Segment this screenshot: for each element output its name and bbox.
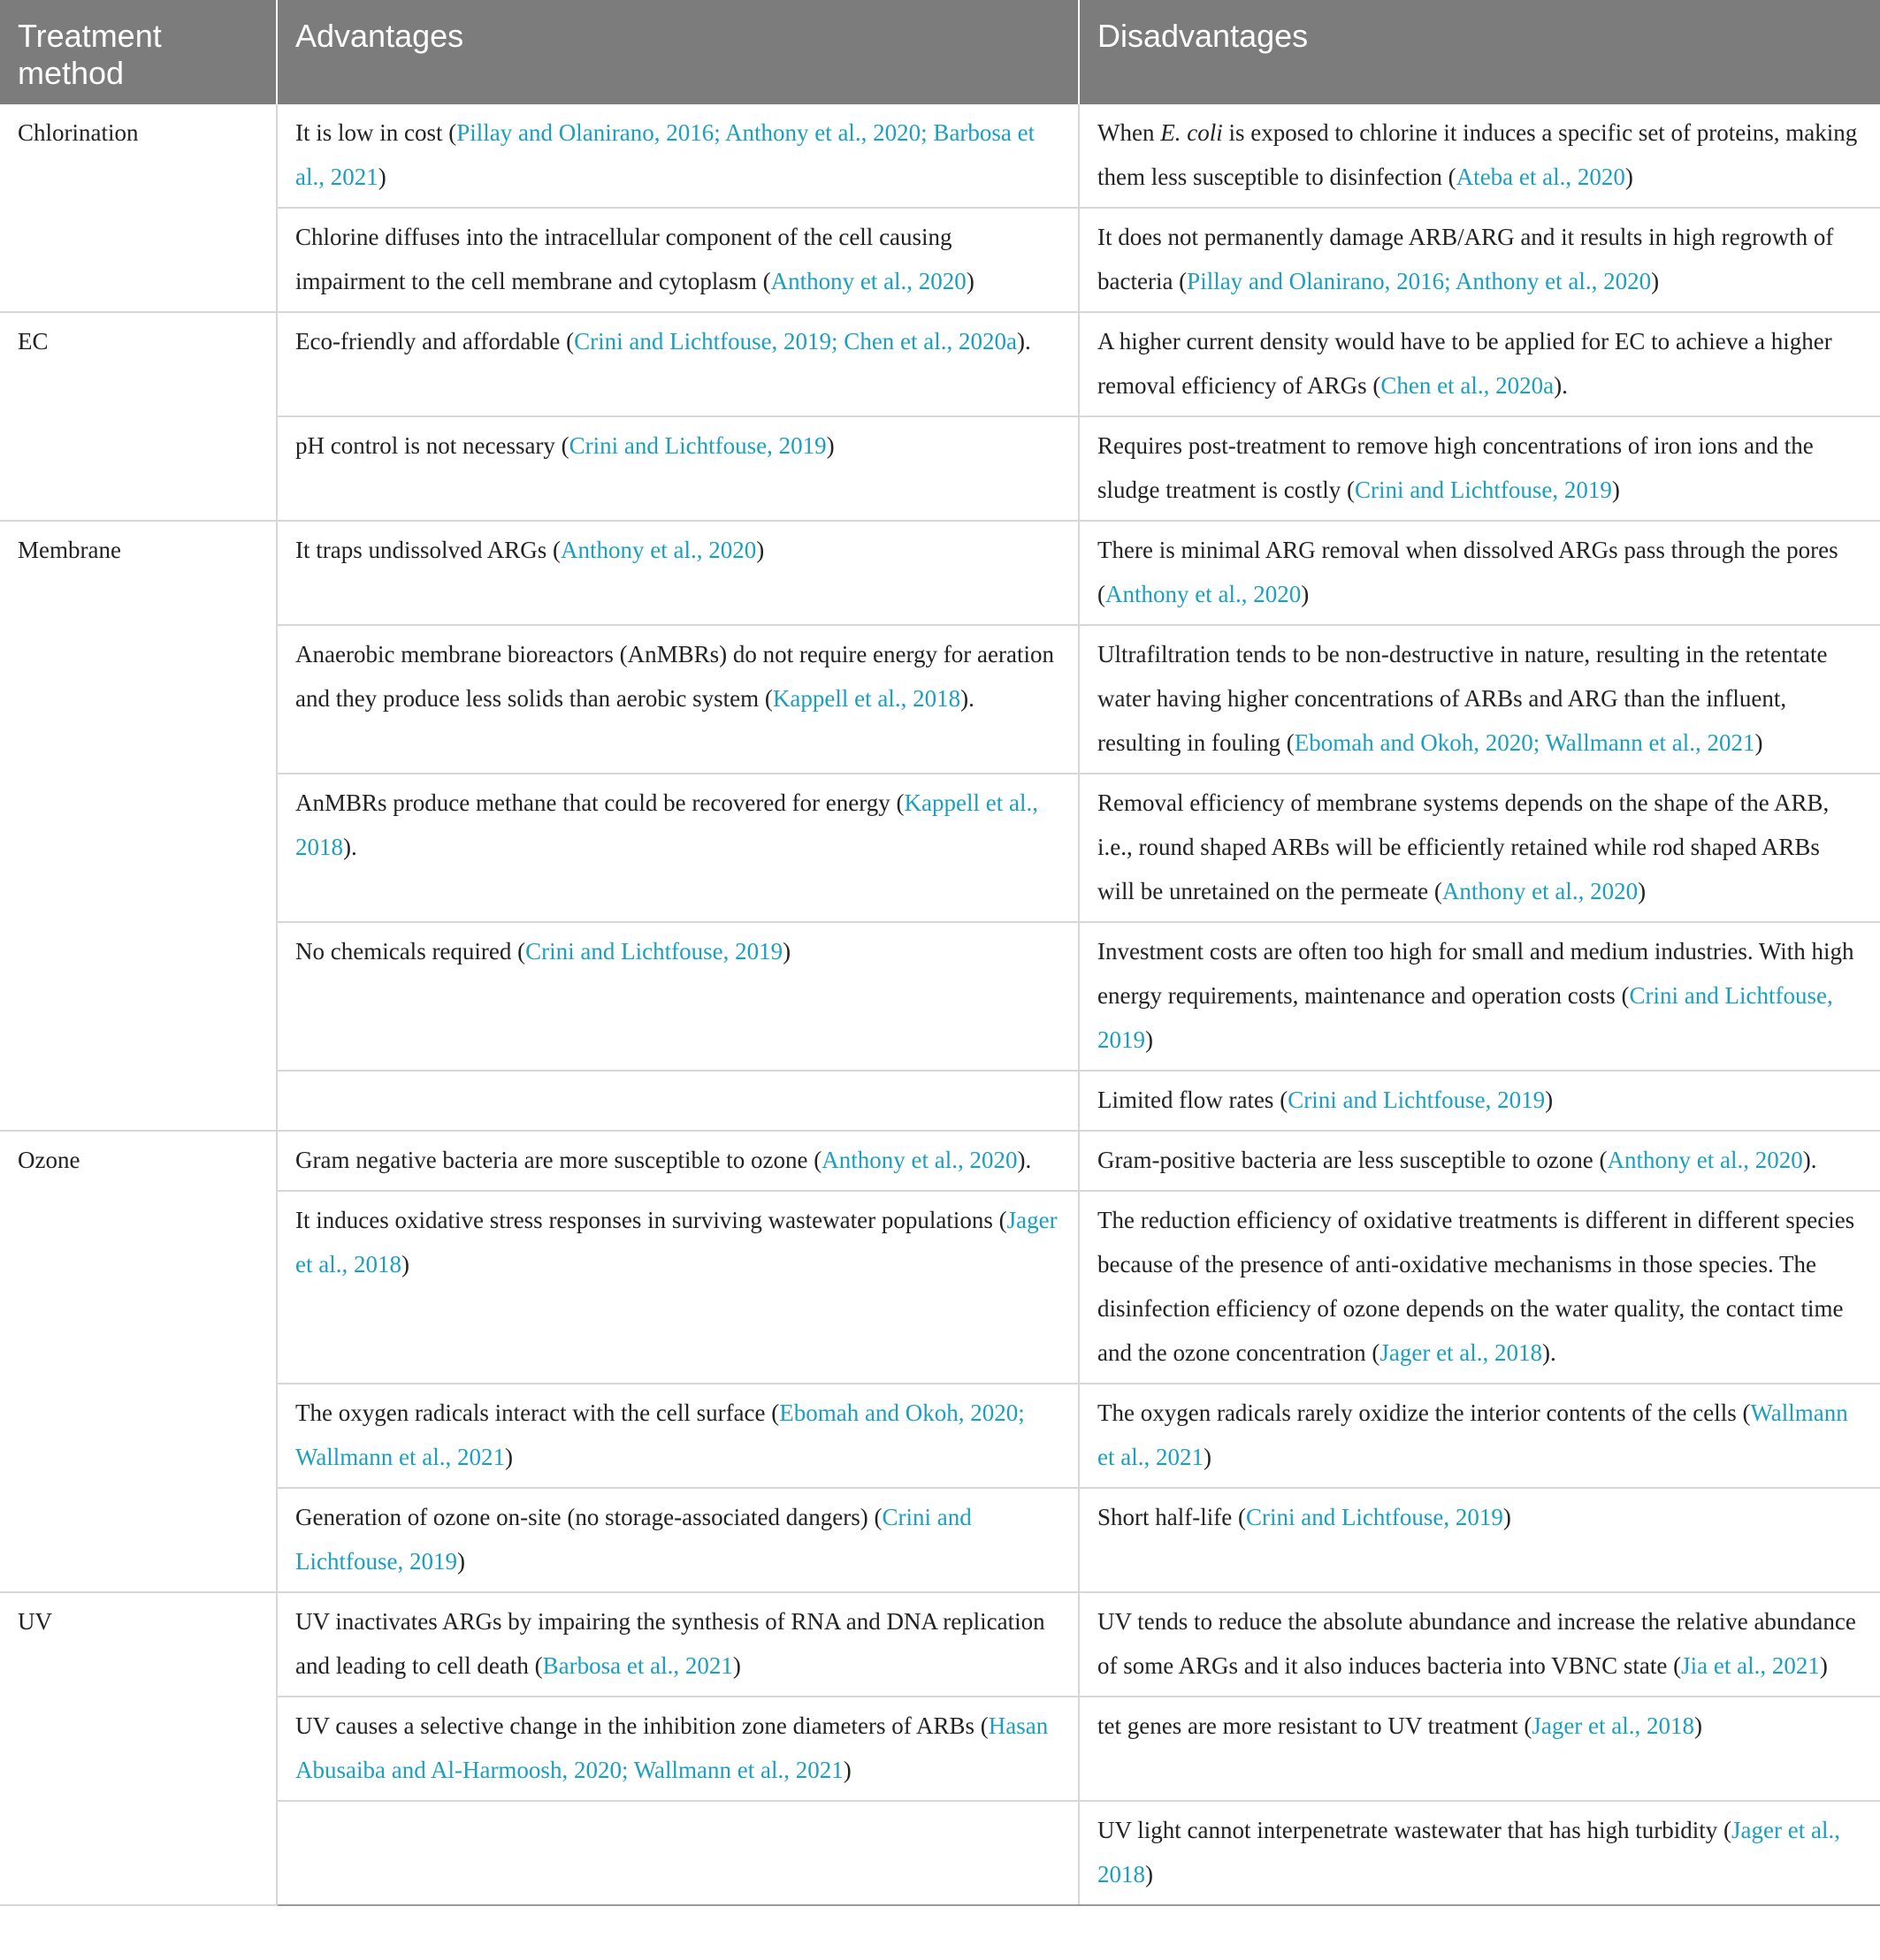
citation-link[interactable]: Crini and Lichtfouse, 2019 (1097, 982, 1833, 1053)
disadvantage-cell (1079, 1131, 1880, 1191)
cell-text: Generation of ozone on-site (no storage-associated dangers) ( (295, 1504, 883, 1530)
disadvantage-cell (1079, 922, 1880, 1071)
citation-link[interactable]: Anthony et al., 2020 (1105, 581, 1302, 607)
table-row (0, 416, 1880, 521)
disadvantage-cell (1079, 521, 1880, 625)
cell-text-end: ) (378, 164, 386, 190)
citation-link[interactable]: Jager et al., 2018 (1379, 1339, 1543, 1366)
disadvantage-cell (1079, 1592, 1880, 1697)
disadvantage-cell (1079, 208, 1880, 312)
method-cell: Chlorination (0, 104, 277, 312)
cell-text: Investment costs are often too high for small and medium industries. With high energy requirements, maintenance and operation costs ( (1097, 938, 1854, 1009)
advantage-cell (277, 312, 1079, 416)
citation-link[interactable]: Barbosa et al., 2021 (542, 1652, 733, 1679)
disadvantage-cell (1079, 416, 1880, 521)
header-disadvantages: Disadvantages (1079, 0, 1880, 104)
table-row (0, 104, 1880, 208)
citation-link[interactable]: Crini and Lichtfouse, 2019 (295, 1504, 972, 1575)
table-row (0, 1697, 1880, 1801)
cell-text: UV tends to reduce the absolute abundance and increase the relative abundance of some ARGs and it also induces bacteria into VBNC state ( (1097, 1608, 1856, 1679)
table-row (0, 1384, 1880, 1488)
advantage-cell-empty (277, 1071, 1079, 1131)
citation-link[interactable]: Crini and Lichtfouse, 2019 (1354, 477, 1612, 503)
table-row (0, 521, 1880, 625)
disadvantage-cell (1079, 1384, 1880, 1488)
cell-text: Eco-friendly and affordable ( (295, 328, 575, 355)
cell-text: It induces oxidative stress responses in surviving wastewater populations ( (295, 1207, 1007, 1233)
table-row (0, 1801, 1880, 1905)
cell-text-end: ) (1611, 477, 1620, 503)
method-cell: UV (0, 1592, 277, 1905)
cell-text: Removal efficiency of membrane systems depends on the shape of the ARB, i.e., round shaped ARBs will be efficiently retained while rod shaped ARBs will be unretained on the permeate ( (1097, 789, 1830, 904)
citation-link[interactable]: Anthony et al., 2020 (561, 537, 757, 563)
advantage-cell (277, 1488, 1079, 1592)
cell-text-end: ) (732, 1652, 741, 1679)
cell-text: Limited flow rates ( (1097, 1087, 1288, 1113)
header-row (0, 0, 1880, 104)
cell-text: No chemicals required ( (295, 938, 526, 965)
cell-text-end: ). (343, 834, 357, 860)
cell-text-end: ) (1638, 878, 1647, 904)
table-row (0, 625, 1880, 774)
cell-text-end: ). (1554, 372, 1568, 399)
disadvantage-cell (1079, 312, 1880, 416)
citation-link[interactable]: Jager et al., 2018 (295, 1207, 1058, 1277)
advantage-cell (277, 521, 1079, 625)
table-row (0, 208, 1880, 312)
cell-text: The oxygen radicals interact with the cell surface ( (295, 1399, 780, 1426)
cell-text: It does not permanently damage ARB/ARG and it results in high regrowth of bacteria ( (1097, 224, 1834, 294)
cell-text-end: ). (960, 685, 974, 712)
disadvantage-cell (1079, 1697, 1880, 1801)
cell-text-end: ) (401, 1251, 409, 1277)
advantage-cell (277, 104, 1079, 208)
table-row (0, 1071, 1880, 1131)
header-advantages: Advantages (277, 0, 1079, 104)
citation-link[interactable]: Ateba et al., 2020 (1456, 164, 1625, 190)
cell-text-end: ) (1819, 1652, 1828, 1679)
cell-text: UV causes a selective change in the inhibition zone diameters of ARBs ( (295, 1712, 989, 1739)
cell-text-end: ) (756, 537, 765, 563)
cell-text-end: ) (1624, 164, 1633, 190)
cell-text: Requires post-treatment to remove high concentrations of iron ions and the sludge treatment is costly ( (1097, 432, 1814, 503)
advantage-cell (277, 1191, 1079, 1384)
citation-link[interactable]: Kappell et al., 2018 (295, 789, 1038, 860)
table-row (0, 1592, 1880, 1697)
cell-text: There is minimal ARG removal when dissolved ARGs pass through the pores ( (1097, 537, 1838, 607)
cell-text: is exposed to chlorine it induces a specific set of proteins, making them less susceptible to disinfection ( (1097, 119, 1858, 190)
cell-text: The oxygen radicals rarely oxidize the interior contents of the cells ( (1097, 1399, 1751, 1426)
cell-text-end: ). (1017, 328, 1031, 355)
cell-text: UV light cannot interpenetrate wastewater that has high turbidity ( (1097, 1817, 1732, 1843)
cell-text-end: ) (826, 432, 835, 459)
citation-link[interactable]: Pillay and Olanirano, 2016; Anthony et al., 2020; Barbosa et al., 2021 (295, 119, 1036, 190)
cell-text-end: ). (1542, 1339, 1556, 1366)
advantage-cell (277, 1131, 1079, 1191)
cell-text: UV inactivates ARGs by impairing the synthesis of RNA and DNA replication and leading to cell death ( (295, 1608, 1045, 1679)
citation-link[interactable]: Hasan Abusaiba and Al-Harmoosh, 2020; Wallmann et al., 2021 (295, 1712, 1049, 1783)
cell-text: pH control is not necessary ( (295, 432, 569, 459)
cell-text: The reduction efficiency of oxidative treatments is different in different species because of the presence of anti-oxidative mechanisms in those species. The disinfection efficiency of ozone depends on the water quality, the contact time and the ozone concentration ( (1097, 1207, 1855, 1366)
citation-link[interactable]: Ebomah and Okoh, 2020; Wallmann et al., 2021 (1294, 729, 1755, 756)
disadvantage-cell (1079, 1801, 1880, 1905)
disadvantage-cell (1079, 104, 1880, 208)
disadvantage-cell (1079, 1488, 1880, 1592)
cell-text-end: ) (505, 1444, 514, 1470)
method-cell: EC (0, 312, 277, 521)
disadvantage-cell (1079, 625, 1880, 774)
citation-link[interactable]: Jia et al., 2021 (1681, 1652, 1820, 1679)
method-cell: Membrane (0, 521, 277, 1131)
cell-text: Gram-positive bacteria are less susceptible to ozone ( (1097, 1147, 1608, 1173)
cell-text: Gram negative bacteria are more susceptible to ozone ( (295, 1147, 822, 1173)
cell-text: tet genes are more resistant to UV treatment ( (1097, 1712, 1532, 1739)
citation-link[interactable]: Anthony et al., 2020 (770, 268, 967, 294)
cell-text-end: ) (1754, 729, 1763, 756)
citation-link[interactable]: Jager et al., 2018 (1532, 1712, 1695, 1739)
citation-link[interactable]: Anthony et al., 2020 (822, 1147, 1018, 1173)
cell-text: It traps undissolved ARGs ( (295, 537, 561, 563)
table-row (0, 1488, 1880, 1592)
cell-text-end: ) (1301, 581, 1310, 607)
citation-link[interactable]: Chen et al., 2020a (1380, 372, 1555, 399)
disadvantage-cell (1079, 774, 1880, 922)
table-body (0, 104, 1880, 1905)
disadvantage-cell (1079, 1071, 1880, 1131)
table-row (0, 774, 1880, 922)
advantage-cell (277, 1592, 1079, 1697)
cell-text: Anaerobic membrane bioreactors (AnMBRs) do not require energy for aeration and they produce less solids than aerobic system ( (295, 641, 1054, 712)
citation-link[interactable]: Ebomah and Okoh, 2020; Wallmann et al., 2021 (295, 1399, 1025, 1470)
citation-link[interactable]: Pillay and Olanirano, 2016; Anthony et al., 2020 (1187, 268, 1652, 294)
citation-link[interactable]: Kappell et al., 2018 (772, 685, 961, 712)
advantage-cell-empty (277, 1801, 1079, 1905)
cell-text-end: ) (1651, 268, 1660, 294)
cell-text: Chlorine diffuses into the intracellular component of the cell causing impairment to the cell membrane and cytoplasm ( (295, 224, 952, 294)
cell-text-end: ) (1203, 1444, 1211, 1470)
cell-text-end: ) (1145, 1861, 1153, 1888)
cell-text-end: ) (966, 268, 974, 294)
advantage-cell (277, 1697, 1079, 1801)
cell-text: A higher current density would have to be applied for EC to achieve a higher removal efficiency of ARGs ( (1097, 328, 1832, 399)
table-header (0, 0, 1880, 104)
advantage-cell (277, 774, 1079, 922)
cell-text-end: ) (1545, 1087, 1554, 1113)
cell-text-end: ) (1145, 1026, 1153, 1053)
citation-link[interactable]: Anthony et al., 2020 (1607, 1147, 1803, 1173)
advantage-cell (277, 208, 1079, 312)
citation-link[interactable]: Jager et al., 2018 (1097, 1817, 1840, 1888)
citation-link[interactable]: Wallmann et al., 2021 (1097, 1399, 1848, 1470)
cell-text-end: ) (843, 1757, 852, 1783)
citation-link[interactable]: Crini and Lichtfouse, 2019 (569, 432, 827, 459)
table-row (0, 312, 1880, 416)
cell-text-end: ). (1017, 1147, 1032, 1173)
citation-link[interactable]: Crini and Lichtfouse, 2019 (1245, 1504, 1503, 1530)
cell-text: Ultrafiltration tends to be non-destructive in nature, resulting in the retentate water having higher concentrations of ARBs and ARG than the influent, resulting in fouling ( (1097, 641, 1828, 756)
advantage-cell (277, 922, 1079, 1071)
cell-text: When (1097, 119, 1161, 146)
citation-link[interactable]: Crini and Lichtfouse, 2019 (1288, 1087, 1546, 1113)
method-cell: Ozone (0, 1131, 277, 1592)
cell-text-end: ) (783, 938, 791, 965)
species-name: E. coli (1160, 119, 1223, 146)
citation-link[interactable]: Crini and Lichtfouse, 2019 (525, 938, 783, 965)
cell-text-end: ). (1802, 1147, 1817, 1173)
cell-text: AnMBRs produce methane that could be recovered for energy ( (295, 789, 905, 816)
advantage-cell (277, 416, 1079, 521)
cell-text: It is low in cost ( (295, 119, 457, 146)
cell-text-end: ) (1694, 1712, 1703, 1739)
table-row (0, 922, 1880, 1071)
citation-link[interactable]: Crini and Lichtfouse, 2019; Chen et al., 2020a (574, 328, 1018, 355)
advantage-cell (277, 1384, 1079, 1488)
table-row (0, 1131, 1880, 1191)
citation-link[interactable]: Anthony et al., 2020 (1441, 878, 1639, 904)
cell-text: Short half-life ( (1097, 1504, 1246, 1530)
cell-text-end: ) (456, 1548, 465, 1575)
cell-text-end: ) (1502, 1504, 1511, 1530)
header-treatment-method: Treatment method (0, 0, 277, 104)
advantage-cell (277, 625, 1079, 774)
table-row (0, 1191, 1880, 1384)
disadvantage-cell (1079, 1191, 1880, 1384)
